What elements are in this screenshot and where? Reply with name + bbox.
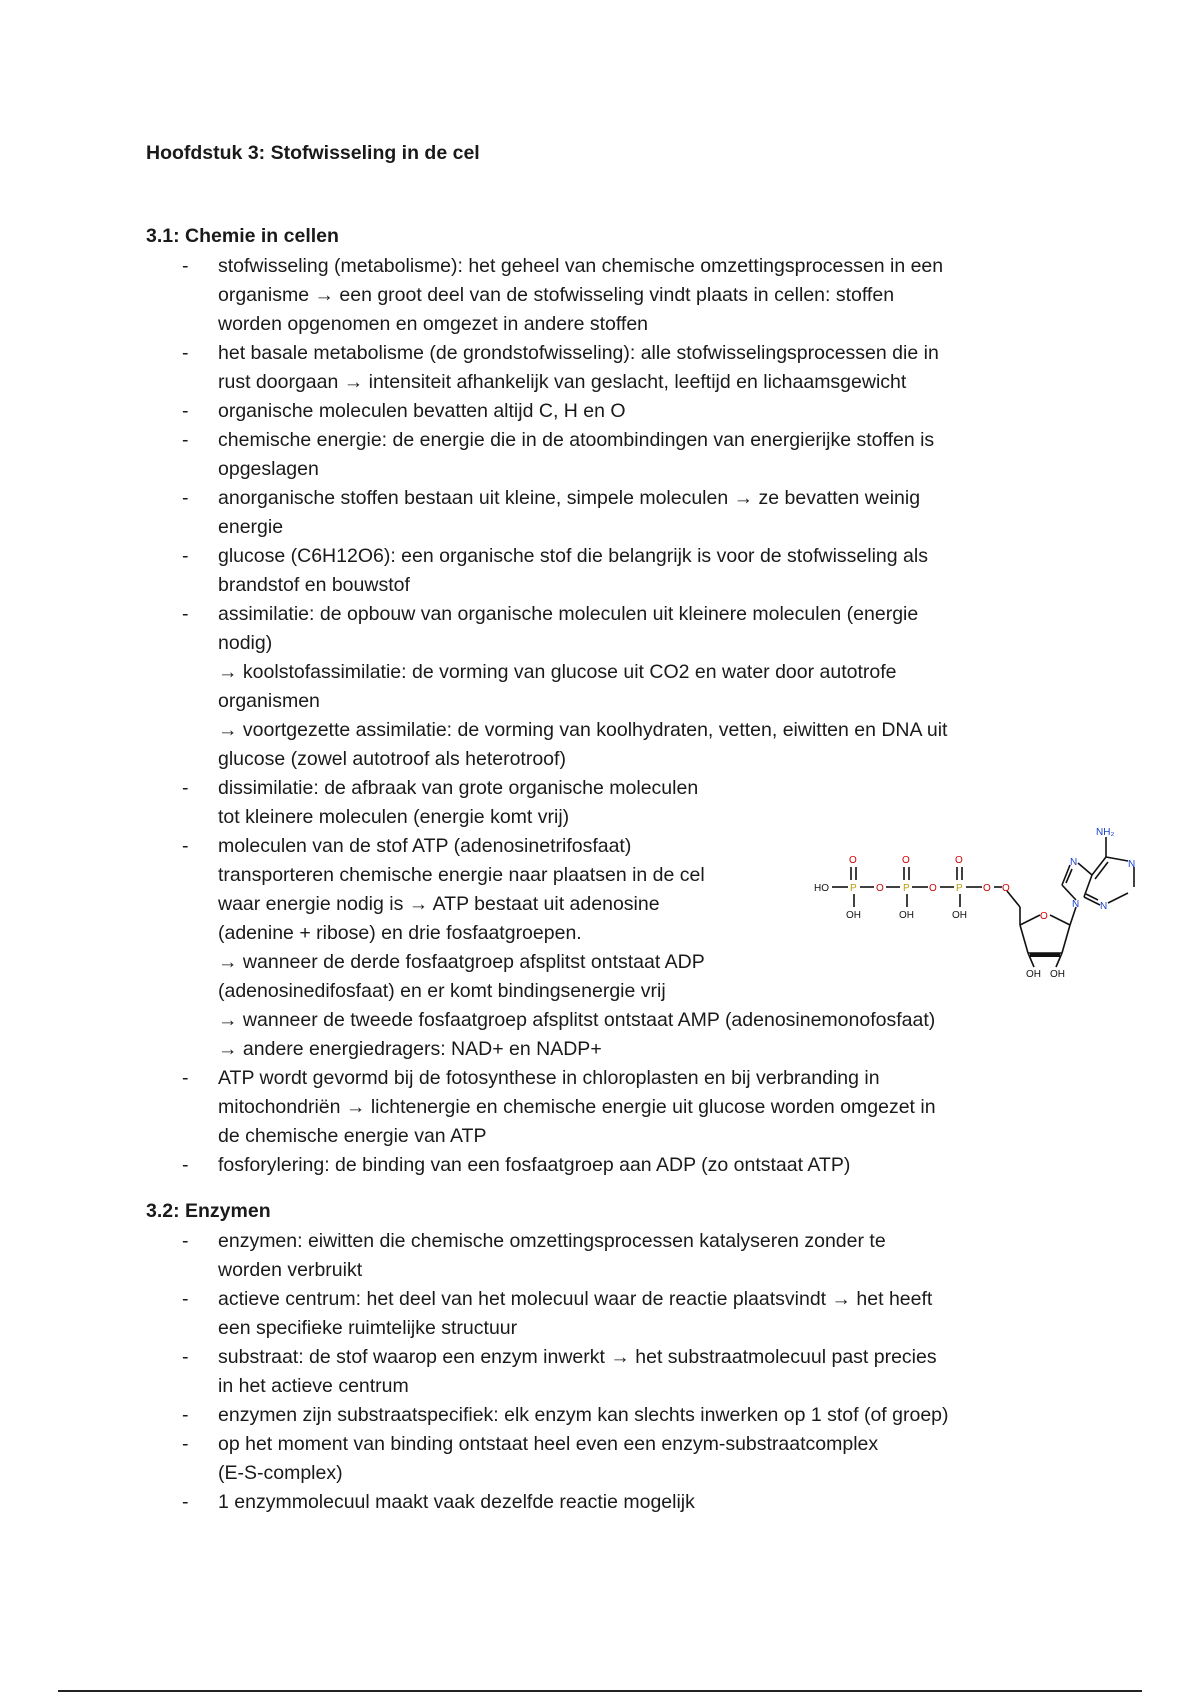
bullet-text-line: → wanneer de derde fosfaatgroep afsplitst ontstaat ADP <box>218 951 705 973</box>
bullet-text-line: de chemische energie van ATP <box>218 1125 487 1147</box>
bullet-text-line: anorganische stoffen bestaan uit kleine, simpele moleculen → ze bevatten weinig <box>218 487 921 509</box>
atom-label: N <box>1070 857 1078 868</box>
bullet-text-line: mitochondriën → lichtenergie en chemische energie uit glucose worden omgezet in <box>218 1096 936 1118</box>
bullet-text-line: glucose (zowel autotroof als heterotroof) <box>218 748 566 770</box>
bullet-item <box>146 426 1076 484</box>
bullet-text-line: ATP wordt gevormd bij de fotosynthese in chloroplasten en bij verbranding in <box>218 1067 880 1089</box>
atom-label: O <box>1002 883 1010 894</box>
bullet-text-line: moleculen van de stof ATP (adenosinetrifosfaat) <box>218 835 632 857</box>
bullet-text-line: waar energie nodig is → ATP bestaat uit adenosine <box>218 893 660 915</box>
bullet-text-line: glucose (C6H12O6): een organische stof die belangrijk is voor de stofwisseling als <box>218 545 928 567</box>
bullet-text-line: (E-S-complex) <box>218 1462 343 1484</box>
bullet-text-line: tot kleinere moleculen (energie komt vrij) <box>218 806 570 828</box>
atom-label: P <box>956 883 963 894</box>
bullet-text-line: 1 enzymmolecuul maakt vaak dezelfde reactie mogelijk <box>218 1491 695 1513</box>
section-heading-chemie: 3.1: Chemie in cellen <box>146 225 339 247</box>
atom-label: O <box>1040 911 1048 922</box>
bullet-text-line: organisme → een groot deel van de stofwisseling vindt plaats in cellen: stoffen <box>218 284 895 306</box>
atom-label: N <box>1128 859 1136 870</box>
bullet-item <box>146 397 1076 426</box>
bullet-item <box>146 1285 1076 1343</box>
atom-label: O <box>902 855 910 866</box>
bullet-text-line: → koolstofassimilatie: de vorming van glucose uit CO2 en water door autotrofe <box>218 661 897 683</box>
atom-label: N <box>1072 899 1080 910</box>
bullet-marker: - <box>182 1491 189 1513</box>
bullet-marker: - <box>182 429 189 451</box>
bond <box>1062 885 1076 900</box>
bullet-marker: - <box>182 400 189 422</box>
bullet-text-line: nodig) <box>218 632 273 654</box>
atom-label: OH <box>1050 969 1065 980</box>
bond <box>1020 925 1028 953</box>
atom-label: O <box>876 883 884 894</box>
bond <box>1092 857 1106 875</box>
bullet-text-line: assimilatie: de opbouw van organische moleculen uit kleinere moleculen (energie <box>218 603 919 625</box>
bullet-marker: - <box>182 603 189 625</box>
bullet-marker: - <box>182 487 189 509</box>
bullet-marker: - <box>182 1067 189 1089</box>
section-heading-enzymen: 3.2: Enzymen <box>146 1200 271 1222</box>
bullet-marker: - <box>182 1154 189 1176</box>
bullet-text-line: brandstof en bouwstof <box>218 574 410 596</box>
bullet-item <box>146 339 1076 397</box>
bond <box>1106 857 1128 861</box>
bullet-item <box>146 1064 1076 1151</box>
atom-label: O <box>929 883 937 894</box>
bullet-marker: - <box>182 342 189 364</box>
bullet-item <box>146 774 1076 832</box>
atom-label: OH <box>952 910 967 921</box>
bullet-list-chemie <box>146 252 1076 1180</box>
bullet-marker: - <box>182 835 189 857</box>
bullet-item <box>146 1151 1076 1180</box>
bullet-text-line: worden verbruikt <box>218 1259 363 1281</box>
bond <box>1062 925 1070 953</box>
atom-label: O <box>983 883 991 894</box>
bullet-item <box>146 484 1076 542</box>
bullet-text-line: enzymen zijn substraatspecifiek: elk enzym kan slechts inwerken op 1 stof (of groep) <box>218 1404 949 1426</box>
bullet-text-line: actieve centrum: het deel van het molecuul waar de reactie plaatsvindt → het heeft <box>218 1288 933 1310</box>
bullet-text-line: opgeslagen <box>218 458 319 480</box>
bullet-item <box>146 1343 1076 1401</box>
bullet-text-line: op het moment van binding ontstaat heel even een enzym-substraatcomplex <box>218 1433 879 1455</box>
bullet-text-line: → voortgezette assimilatie: de vorming van koolhydraten, vetten, eiwitten en DNA uit <box>218 719 948 741</box>
bullet-marker: - <box>182 1433 189 1455</box>
atp-structure-diagram <box>800 825 1165 1015</box>
atom-label: O <box>849 855 857 866</box>
bond <box>1084 897 1100 905</box>
footer-divider <box>58 1690 1142 1692</box>
bullet-text-line: een specifieke ruimtelijke structuur <box>218 1317 518 1339</box>
bullet-text-line: stofwisseling (metabolisme): het geheel van chemische omzettingsprocessen in een <box>218 255 944 277</box>
bullet-marker: - <box>182 777 189 799</box>
bullet-marker: - <box>182 1404 189 1426</box>
atom-label: HO <box>814 883 829 894</box>
bond <box>1108 893 1128 903</box>
bullet-text-line: chemische energie: de energie die in de atoombindingen van energierijke stoffen is <box>218 429 935 451</box>
bullet-text-line: rust doorgaan → intensiteit afhankelijk van geslacht, leeftijd en lichaamsgewicht <box>218 371 907 393</box>
bullet-text-line: transporteren chemische energie naar plaatsen in de cel <box>218 864 705 886</box>
atom-label: P <box>903 883 910 894</box>
atom-label: OH <box>899 910 914 921</box>
bullet-text-line: → wanneer de tweede fosfaatgroep afsplitst ontstaat AMP (adenosinemonofosfaat) <box>218 1009 936 1031</box>
bullet-marker: - <box>182 255 189 277</box>
bullet-item <box>146 252 1076 339</box>
bullet-item <box>146 1430 1076 1488</box>
bullet-item <box>146 600 1076 774</box>
bullet-text-line: fosforylering: de binding van een fosfaatgroep aan ADP (zo ontstaat ATP) <box>218 1154 851 1176</box>
bullet-text-line: het basale metabolisme (de grondstofwisseling): alle stofwisselingsprocessen die in <box>218 342 939 364</box>
bullet-text-line: (adenine + ribose) en drie fosfaatgroepen. <box>218 922 582 944</box>
bond <box>1095 862 1108 879</box>
atom-label: NH₂ <box>1096 827 1115 838</box>
bullet-marker: - <box>182 1288 189 1310</box>
page-title: Hoofdstuk 3: Stofwisseling in de cel <box>146 142 480 164</box>
bullet-text-line: dissimilatie: de afbraak van grote organische moleculen <box>218 777 699 799</box>
bullet-text-line: (adenosinedifosfaat) en er komt bindingsenergie vrij <box>218 980 666 1002</box>
bullet-list-enzymen <box>146 1227 1076 1517</box>
bond <box>1084 875 1092 897</box>
bond <box>1050 915 1070 925</box>
bullet-text-line: substraat: de stof waarop een enzym inwerkt → het substraatmolecuul past precies <box>218 1346 937 1368</box>
bullet-marker: - <box>182 1346 189 1368</box>
atom-label: OH <box>846 910 861 921</box>
bullet-item <box>146 542 1076 600</box>
bond <box>1078 863 1092 875</box>
bullet-item <box>146 1227 1076 1285</box>
atom-label: OH <box>1026 969 1041 980</box>
bullet-marker: - <box>182 1230 189 1252</box>
atom-label: P <box>850 883 857 894</box>
atom-label: O <box>955 855 963 866</box>
bond <box>1020 915 1040 925</box>
bullet-text-line: energie <box>218 516 284 538</box>
bullet-text-line: enzymen: eiwitten die chemische omzettingsprocessen katalyseren zonder te <box>218 1230 886 1252</box>
atom-label: N <box>1100 901 1108 912</box>
bullet-item <box>146 1488 1076 1517</box>
bullet-text-line: → andere energiedragers: NAD+ en NADP+ <box>218 1038 602 1060</box>
bullet-text-line: organische moleculen bevatten altijd C, H en O <box>218 400 626 422</box>
bullet-text-line: worden opgenomen en omgezet in andere stoffen <box>218 313 649 335</box>
bullet-item <box>146 1401 1076 1430</box>
bullet-marker: - <box>182 545 189 567</box>
bullet-text-line: organismen <box>218 690 320 712</box>
bullet-text-line: in het actieve centrum <box>218 1375 409 1397</box>
